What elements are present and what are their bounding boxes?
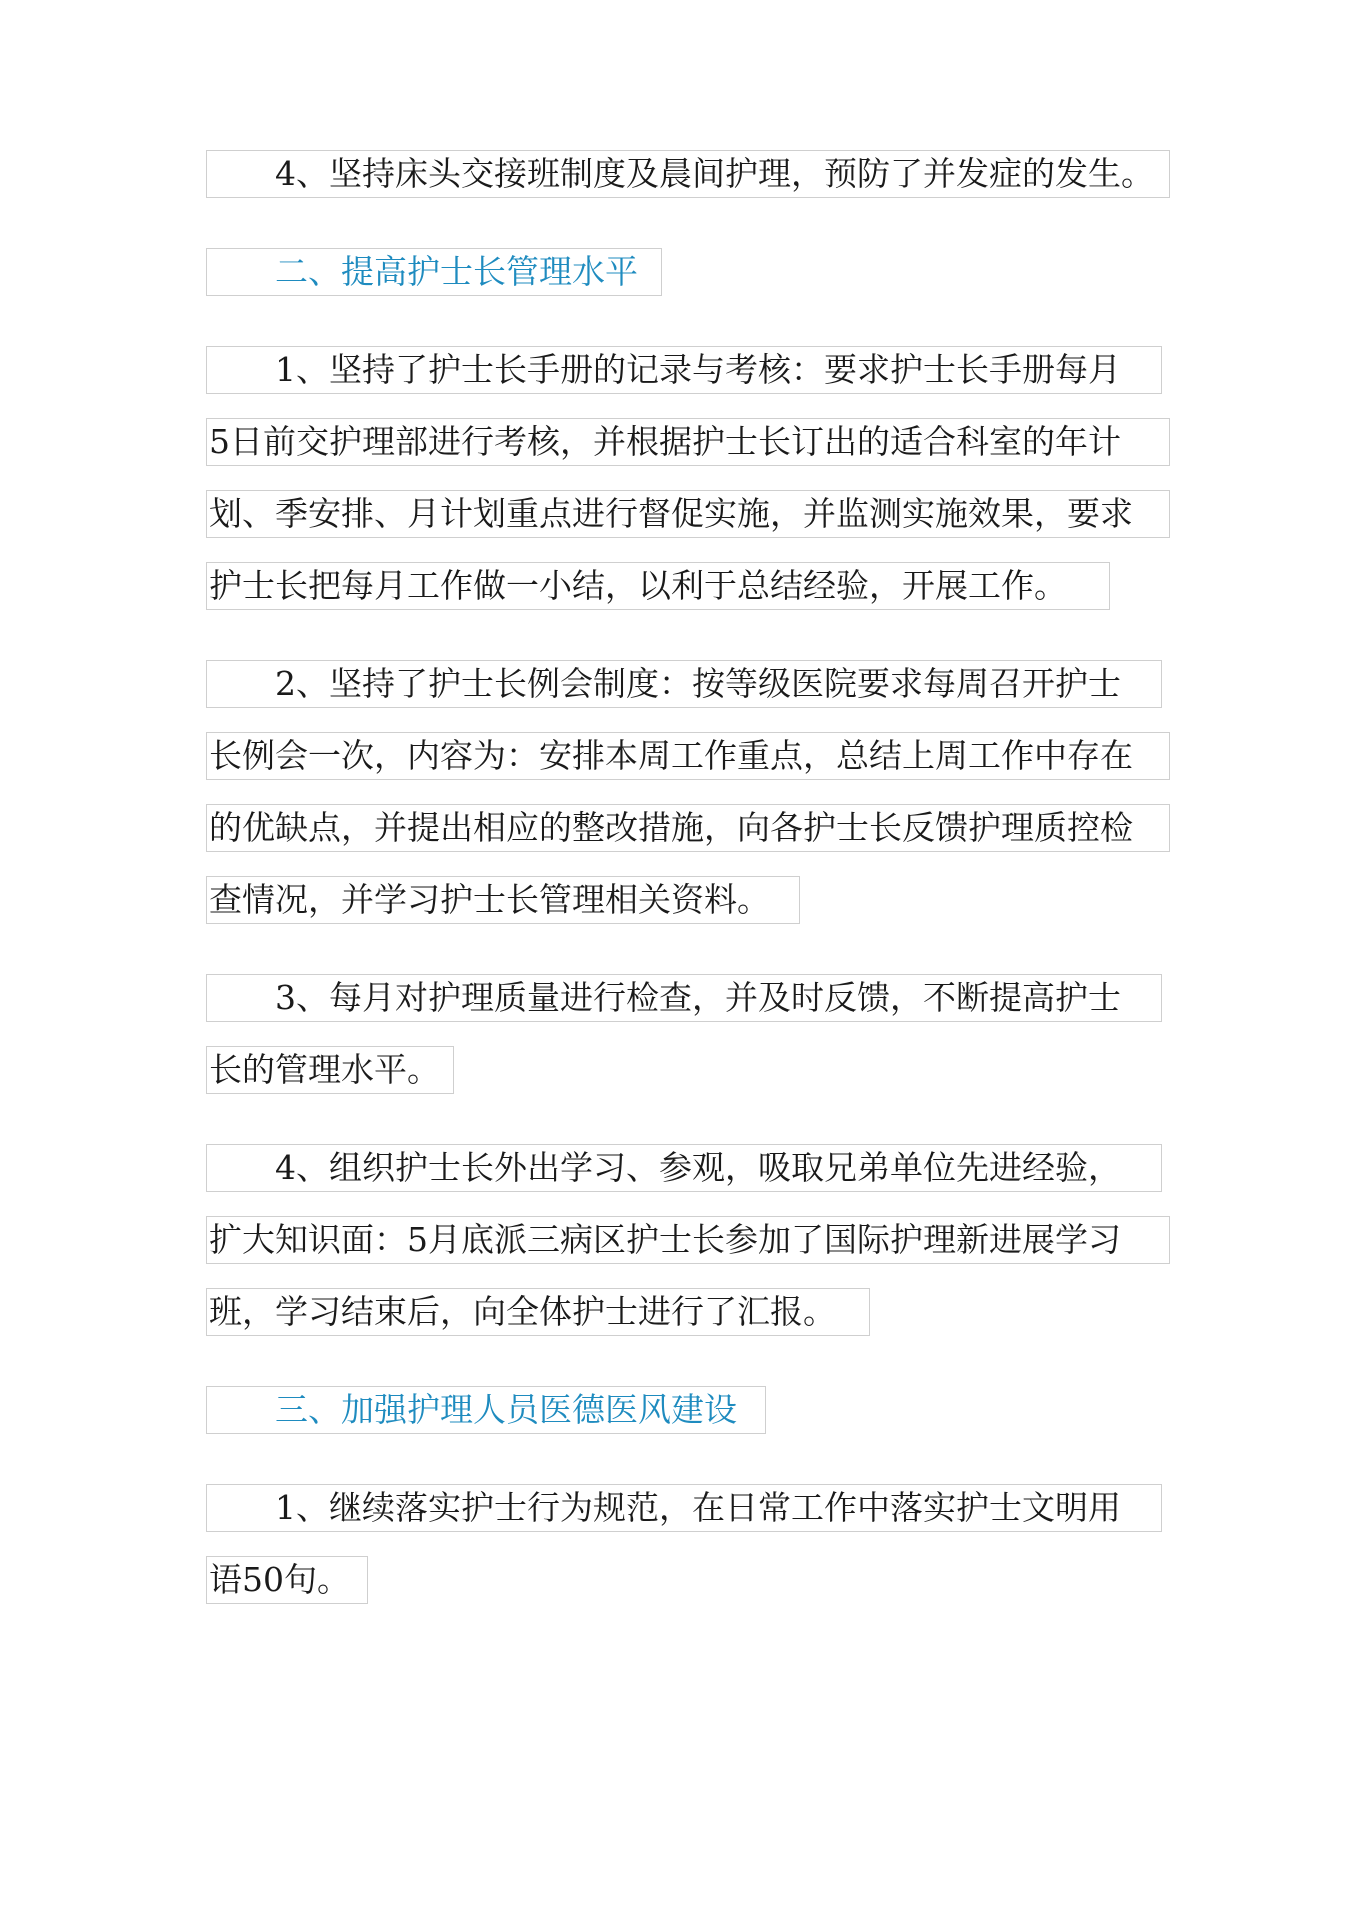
text-line: 1、继续落实护士行为规范，在日常工作中落实护士文明用	[206, 1484, 1162, 1532]
text-line: 扩大知识面：5月底派三病区护士长参加了国际护理新进展学习	[206, 1216, 1170, 1264]
text-line: 长的管理水平。	[206, 1046, 454, 1094]
section-heading: 三、加强护理人员医德医风建设	[206, 1386, 766, 1434]
text-line: 4、组织护士长外出学习、参观，吸取兄弟单位先进经验，	[206, 1144, 1162, 1192]
text-line: 班，学习结束后，向全体护士进行了汇报。	[206, 1288, 870, 1336]
text-line: 1、坚持了护士长手册的记录与考核：要求护士长手册每月	[206, 346, 1162, 394]
text-line: 护士长把每月工作做一小结，以利于总结经验，开展工作。	[206, 562, 1110, 610]
text-line: 的优缺点，并提出相应的整改措施，向各护士长反馈护理质控检	[206, 804, 1170, 852]
text-line: 3、每月对护理质量进行检查，并及时反馈，不断提高护士	[206, 974, 1162, 1022]
text-line: 4、坚持床头交接班制度及晨间护理，预防了并发症的发生。	[206, 150, 1170, 198]
text-line: 长例会一次，内容为：安排本周工作重点，总结上周工作中存在	[206, 732, 1170, 780]
text-line: 查情况，并学习护士长管理相关资料。	[206, 876, 800, 924]
section-heading: 二、提高护士长管理水平	[206, 248, 662, 296]
text-line: 5日前交护理部进行考核，并根据护士长订出的适合科室的年计	[206, 418, 1170, 466]
text-line: 2、坚持了护士长例会制度：按等级医院要求每周召开护士	[206, 660, 1162, 708]
text-line: 划、季安排、月计划重点进行督促实施，并监测实施效果，要求	[206, 490, 1170, 538]
text-line: 语50句。	[206, 1556, 368, 1604]
